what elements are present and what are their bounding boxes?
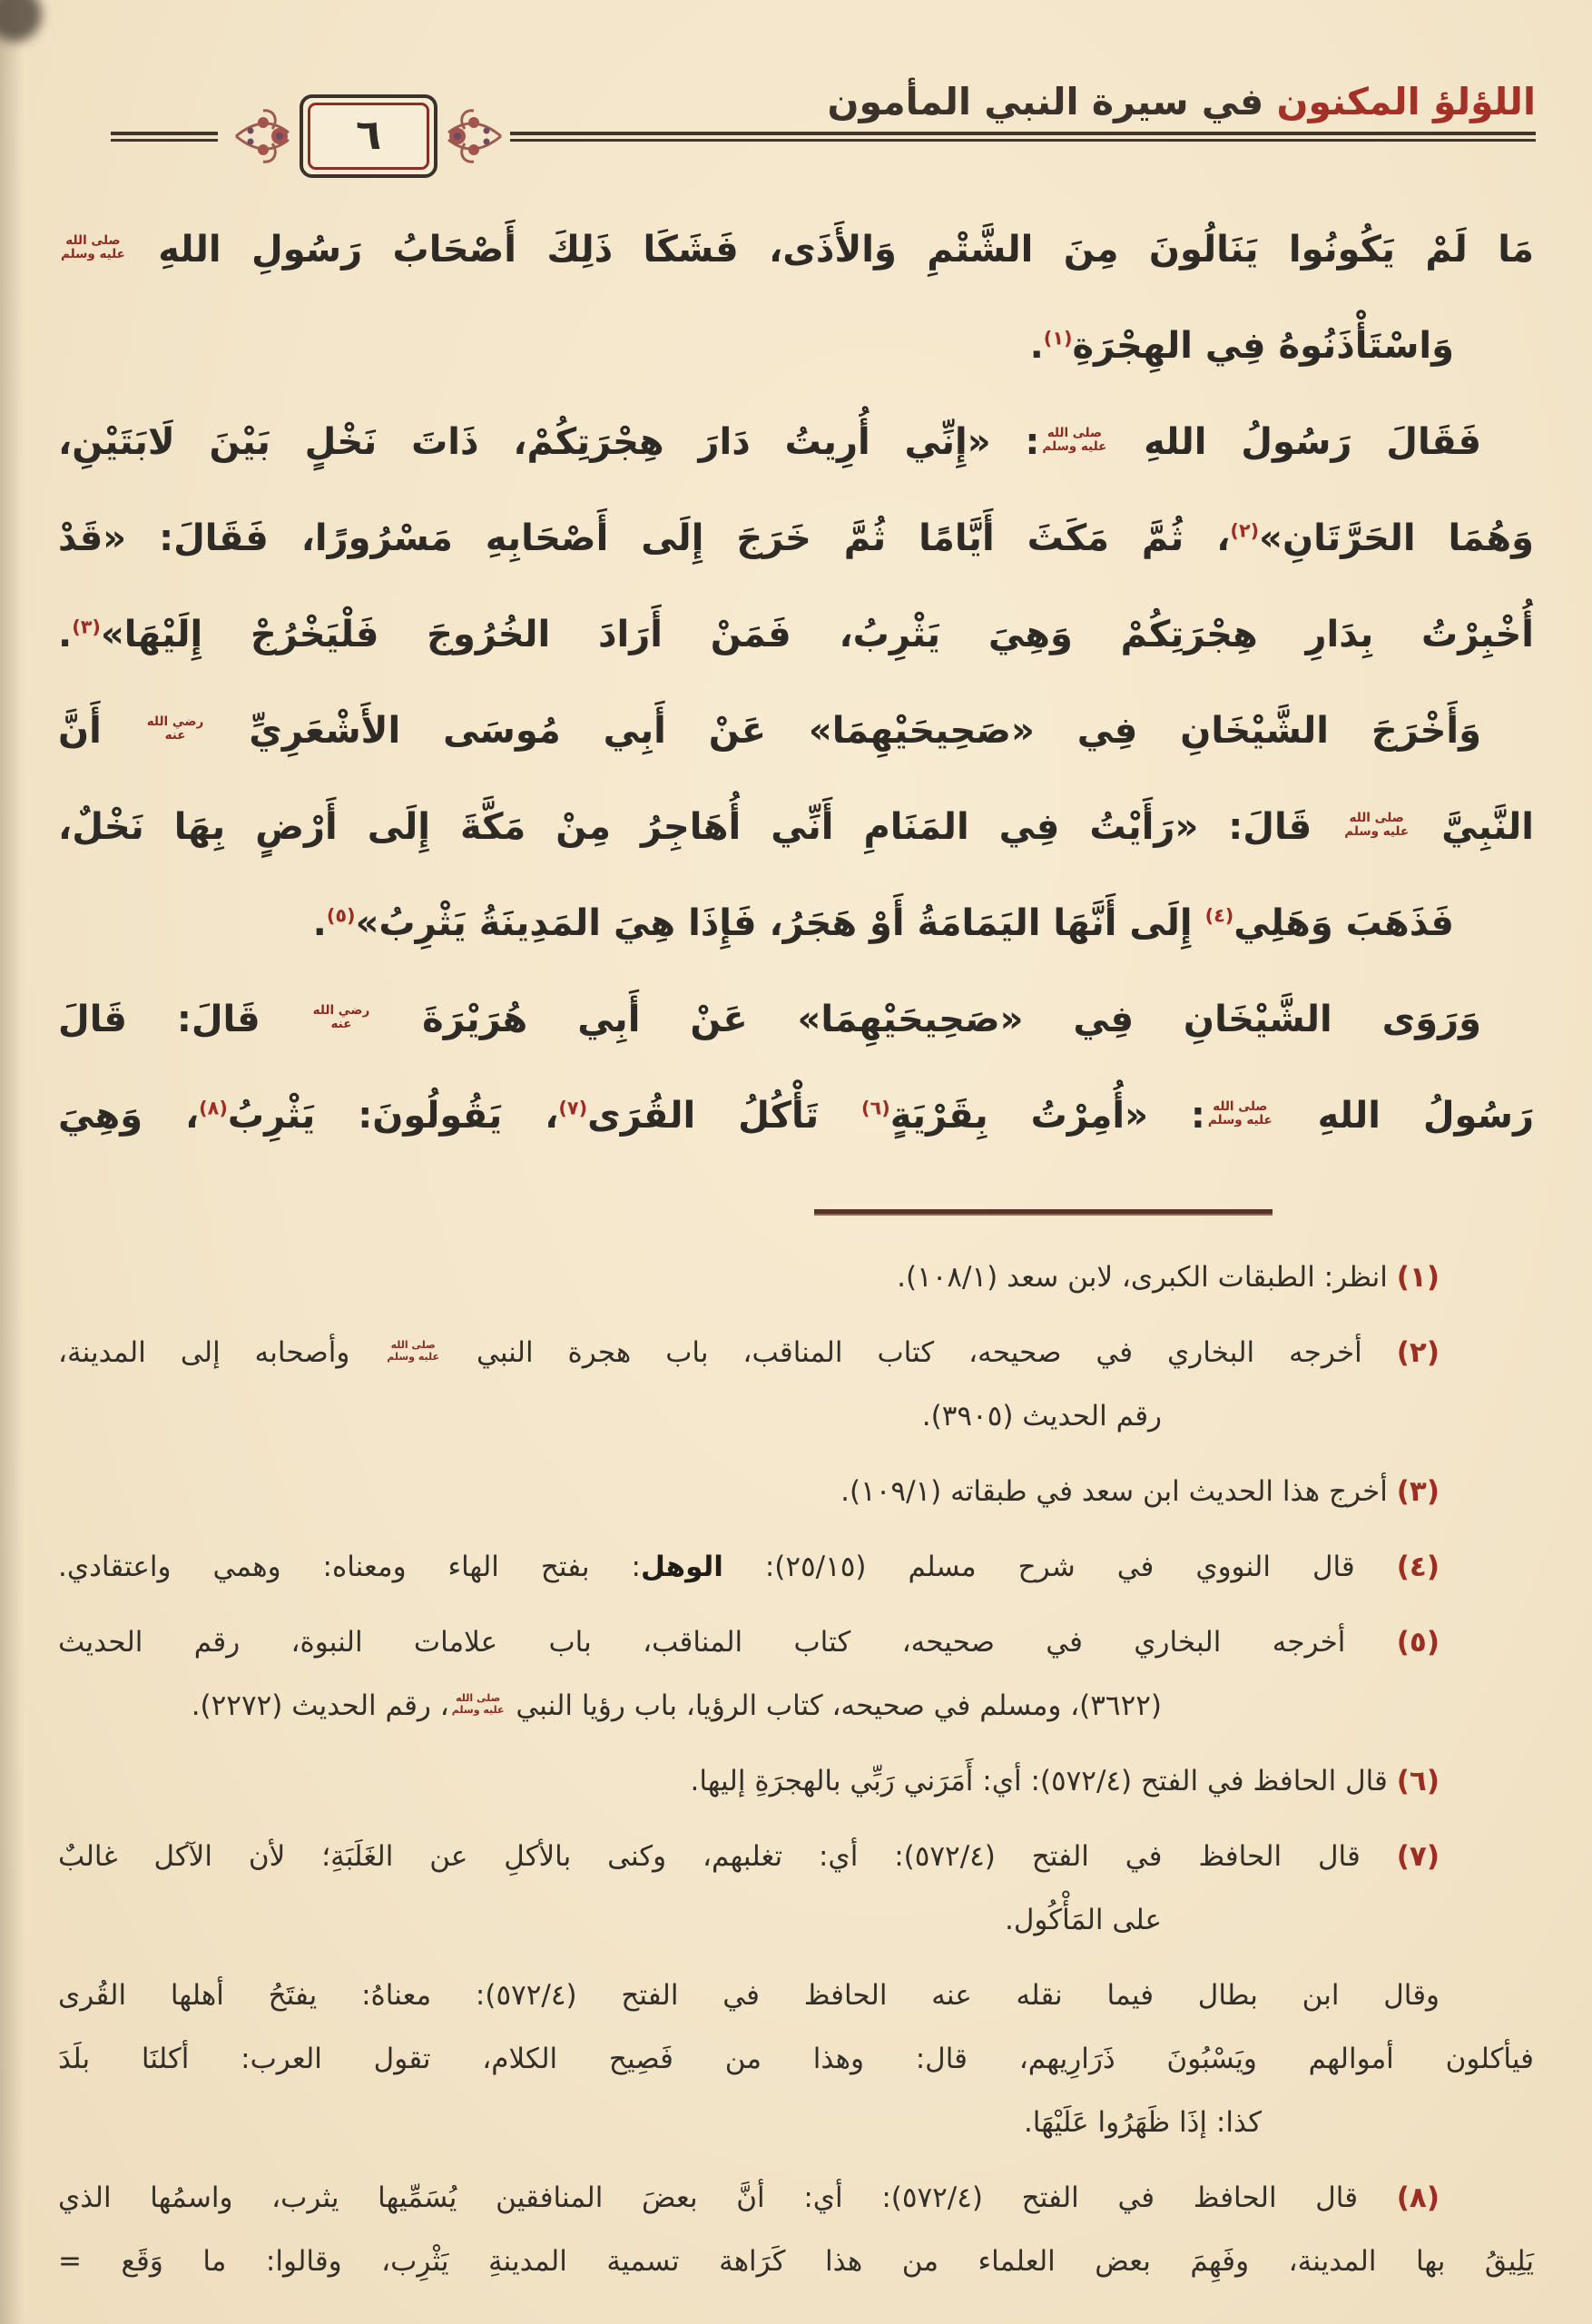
footnote-number: (٧) bbox=[1396, 1840, 1440, 1873]
footnote-separator bbox=[814, 1209, 1273, 1216]
footnote-ref-marker: (٣) bbox=[72, 615, 101, 638]
body-text-line: وَأَخْرَجَ الشَّيْخَانِ فِي «صَحِيحَيْهِمَا» عَنْ أَبِي مُوسَى الأَشْعَرِيِّ رضي الله عنه أَنَّ bbox=[58, 710, 1482, 752]
header-rule-short bbox=[111, 132, 218, 142]
footnote bbox=[58, 1964, 1534, 2154]
header-rule-long bbox=[510, 132, 1536, 142]
salla-allahu-alayhi-wasallam-icon: صلى الله عليه وسلم bbox=[1344, 810, 1410, 839]
footnote bbox=[58, 1321, 1534, 1448]
footnote-ref-marker: (٨) bbox=[199, 1097, 228, 1119]
footnote-text-line: (٣) أخرج هذا الحديث ابن سعد في طبقاته (١٠٩/١). bbox=[840, 1475, 1440, 1508]
footnote-ref-marker: (٢) bbox=[1230, 519, 1260, 542]
footnote bbox=[58, 1749, 1534, 1813]
footnote-text-line: (٨) قال الحافظ في الفتح (٥٧٢/٤): أي: أنَّ بعضَ المنافقين يُسَمِّيها يثرب، واسمُها الذي bbox=[58, 2181, 1440, 2214]
body-text-line: وَاسْتَأْذَنُوهُ فِي الهِجْرَةِ$^{(١)}$. bbox=[1029, 325, 1454, 367]
footnote-text-line: (٣٦٢٢)، ومسلم في صحيحه، كتاب الرؤيا، باب رؤيا النبي صلى الله عليه وسلم ، رقم الحديث (٢٢٧٢). bbox=[191, 1689, 1162, 1722]
body-text-line: فَذَهَبَ وَهَلِي$^{(٤)}$ إِلَى أَنَّهَا اليَمَامَةُ أَوْ هَجَرُ، فَإِذَا هِيَ المَدِينَةُ يَثْرِبُ»$^{(٥)}$. bbox=[312, 902, 1454, 944]
footnote-number: (٦) bbox=[1396, 1765, 1440, 1797]
footnote bbox=[58, 1610, 1534, 1738]
page-edge-shadow bbox=[0, 0, 24, 2324]
footnote-number: (٤) bbox=[1396, 1551, 1440, 1583]
footnote bbox=[58, 1246, 1534, 1309]
body-text-line: النَّبِيَّ صلى الله عليه وسلم قَالَ: «رَأَيْتُ فِي المَنَامِ أَنِّي أُهَاجِرُ مِنْ مَكَّةَ إِلَى أَرْضٍ بِهَا نَخْلٌ، bbox=[58, 806, 1535, 848]
footnote-ref-marker: (٥) bbox=[326, 904, 356, 927]
footnote-text-line: على المَأْكُول. bbox=[1004, 1904, 1162, 1936]
body-text-line: مَا لَمْ يَكُونُوا يَنَالُونَ مِنَ الشَّتْمِ وَالأَذَى، فَشَكَا ذَلِكَ أَصْحَابُ رَسُولِ اللهِ صلى الله عليه وسلم bbox=[61, 229, 1534, 271]
footnote-text-line: (١) انظر: الطبقات الكبرى، لابن سعد (١٠٨/١). bbox=[897, 1261, 1440, 1294]
body-paragraph bbox=[58, 971, 1534, 1164]
footnote-number: (٥) bbox=[1396, 1626, 1440, 1659]
footnote bbox=[58, 1535, 1534, 1599]
salla-allahu-alayhi-wasallam-icon: صلى الله عليه وسلم bbox=[451, 1692, 505, 1716]
body-paragraph bbox=[58, 394, 1534, 683]
footnote-text-line: (٢) أخرجه البخاري في صحيحه، كتاب المناقب، باب هجرة النبي صلى الله عليه وسلم وأصحابه إلى المدينة، bbox=[58, 1336, 1440, 1369]
page-number: ٦ bbox=[355, 110, 382, 160]
footnote-text-line: (٦) قال الحافظ في الفتح (٥٧٢/٤): أي: أَمَرَني رَبِّي بالهجرَةِ إليها. bbox=[690, 1765, 1440, 1797]
body-paragraph bbox=[58, 683, 1534, 971]
footnote-ref-marker: (٦) bbox=[860, 1097, 890, 1119]
footnote bbox=[58, 1460, 1534, 1523]
body-text-line: أُخْبِرْتُ بِدَارِ هِجْرَتِكُمْ وَهِيَ يَثْرِبُ، فَمَنْ أَرَادَ الخُرُوجَ فَلْيَخْرُجْ إِلَيْهَا»$^{(٣)}$. bbox=[58, 614, 1534, 655]
footnote-number: (٣) bbox=[1396, 1475, 1440, 1508]
body-paragraph bbox=[58, 202, 1534, 394]
body-text bbox=[58, 202, 1534, 1164]
footnote-text-line: (٧) قال الحافظ في الفتح (٥٧٢/٤): أي: تغلبهم، وكنى بالأكلِ عن الغَلَبَةِ؛ لأن الآكل غالبٌ bbox=[58, 1840, 1440, 1873]
salla-allahu-alayhi-wasallam-icon: صلى الله عليه وسلم bbox=[387, 1339, 440, 1363]
footnote bbox=[58, 2166, 1534, 2293]
footnote-number: (١) bbox=[1396, 1261, 1440, 1294]
page-header bbox=[56, 80, 1536, 160]
body-text-line: رَسُولُ اللهِ صلى الله عليه وسلم : «أُمِرْتُ بِقَرْيَةٍ$^{(٦)}$ تَأْكُلُ القُرَى$^{(٧)}$، يَقُولُونَ: يَثْرِبُ$^{(٨)}$، وَهِيَ bbox=[58, 1095, 1535, 1137]
header-rule bbox=[56, 110, 1536, 160]
footnote-ref-marker: (٧) bbox=[558, 1097, 588, 1119]
salla-allahu-alayhi-wasallam-icon: صلى الله عليه وسلم bbox=[61, 232, 125, 261]
page-number-inner-frame bbox=[308, 103, 429, 170]
page-number-box bbox=[300, 94, 437, 178]
floral-ornament-icon bbox=[232, 93, 300, 180]
footnotes-section bbox=[58, 1246, 1534, 2305]
footnote-number: (٢) bbox=[1396, 1336, 1440, 1369]
footnote-ref-marker: (١) bbox=[1043, 327, 1073, 350]
book-title-dark-part: في سيرة النبي المأمون bbox=[827, 80, 1264, 123]
book-title-red-part: اللؤلؤ المكنون bbox=[1276, 80, 1536, 123]
footnote-text-line: رقم الحديث (٣٩٠٥). bbox=[921, 1400, 1162, 1433]
salla-allahu-alayhi-wasallam-icon: صلى الله عليه وسلم bbox=[1207, 1098, 1273, 1128]
floral-ornament-icon bbox=[437, 93, 505, 180]
footnote-text-line: كذا: إذَا ظَهَرُوا عَلَيْهَا. bbox=[1023, 2106, 1262, 2139]
footnote-text-line: وقال ابن بطال فيما نقله عنه الحافظ في الفتح (٥٧٢/٤): معناهُ: يفتَحُ أهلها القُرى bbox=[58, 1979, 1440, 2012]
body-text-line: وَرَوَى الشَّيْخَانِ فِي «صَحِيحَيْهِمَا» عَنْ أَبِي هُرَيْرَةَ رضي الله عنه قَالَ: قَالَ bbox=[58, 999, 1482, 1040]
radiya-allahu-anhu-icon: رضي الله عنه bbox=[312, 1002, 370, 1031]
body-text-line: وَهُمَا الحَرَّتَانِ»$^{(٢)}$، ثُمَّ مَكَثَ أَيَّامًا ثُمَّ خَرَجَ إِلَى أَصْحَابِهِ مَسْرُورًا، فَقَالَ: «قَدْ bbox=[58, 517, 1534, 559]
footnote-text-line: فيأكلون أموالهم ويَسْبُونَ ذَرَارِيهم، قال: وهذا من فَصِيح الكلام، تقول العرب: أكلنَا بلَدَ bbox=[58, 2043, 1534, 2075]
page-number-ornament bbox=[232, 91, 505, 182]
footnote-text-line: يَلِيقُ بها المدينة، وفَهِمَ بعض العلماء من هذا كَرَاهة تسمية المدينةِ يَثْرِب، وقالوا: ما وَقَع = bbox=[58, 2245, 1534, 2278]
footnote bbox=[58, 1825, 1534, 1952]
salla-allahu-alayhi-wasallam-icon: صلى الله عليه وسلم bbox=[1042, 425, 1107, 454]
footnote-text-line: (٥) أخرجه البخاري في صحيحه، كتاب المناقب، باب علامات النبوة، رقم الحديث bbox=[58, 1626, 1440, 1659]
footnote-ref-marker: (٤) bbox=[1204, 904, 1234, 927]
body-text-line: فَقَالَ رَسُولُ اللهِ صلى الله عليه وسلم : «إِنِّي أُرِيتُ دَارَ هِجْرَتِكُمْ، ذَاتَ نَخْلٍ بَيْنَ لَابَتَيْنِ، bbox=[58, 421, 1482, 463]
radiya-allahu-anhu-icon: رضي الله عنه bbox=[146, 714, 204, 743]
footnote-text-line: (٤) قال النووي في شرح مسلم (٢٥/١٥): الوهل: بفتح الهاء ومعناه: وهمي واعتقادي. bbox=[58, 1551, 1440, 1583]
footnote-number: (٨) bbox=[1396, 2181, 1440, 2214]
